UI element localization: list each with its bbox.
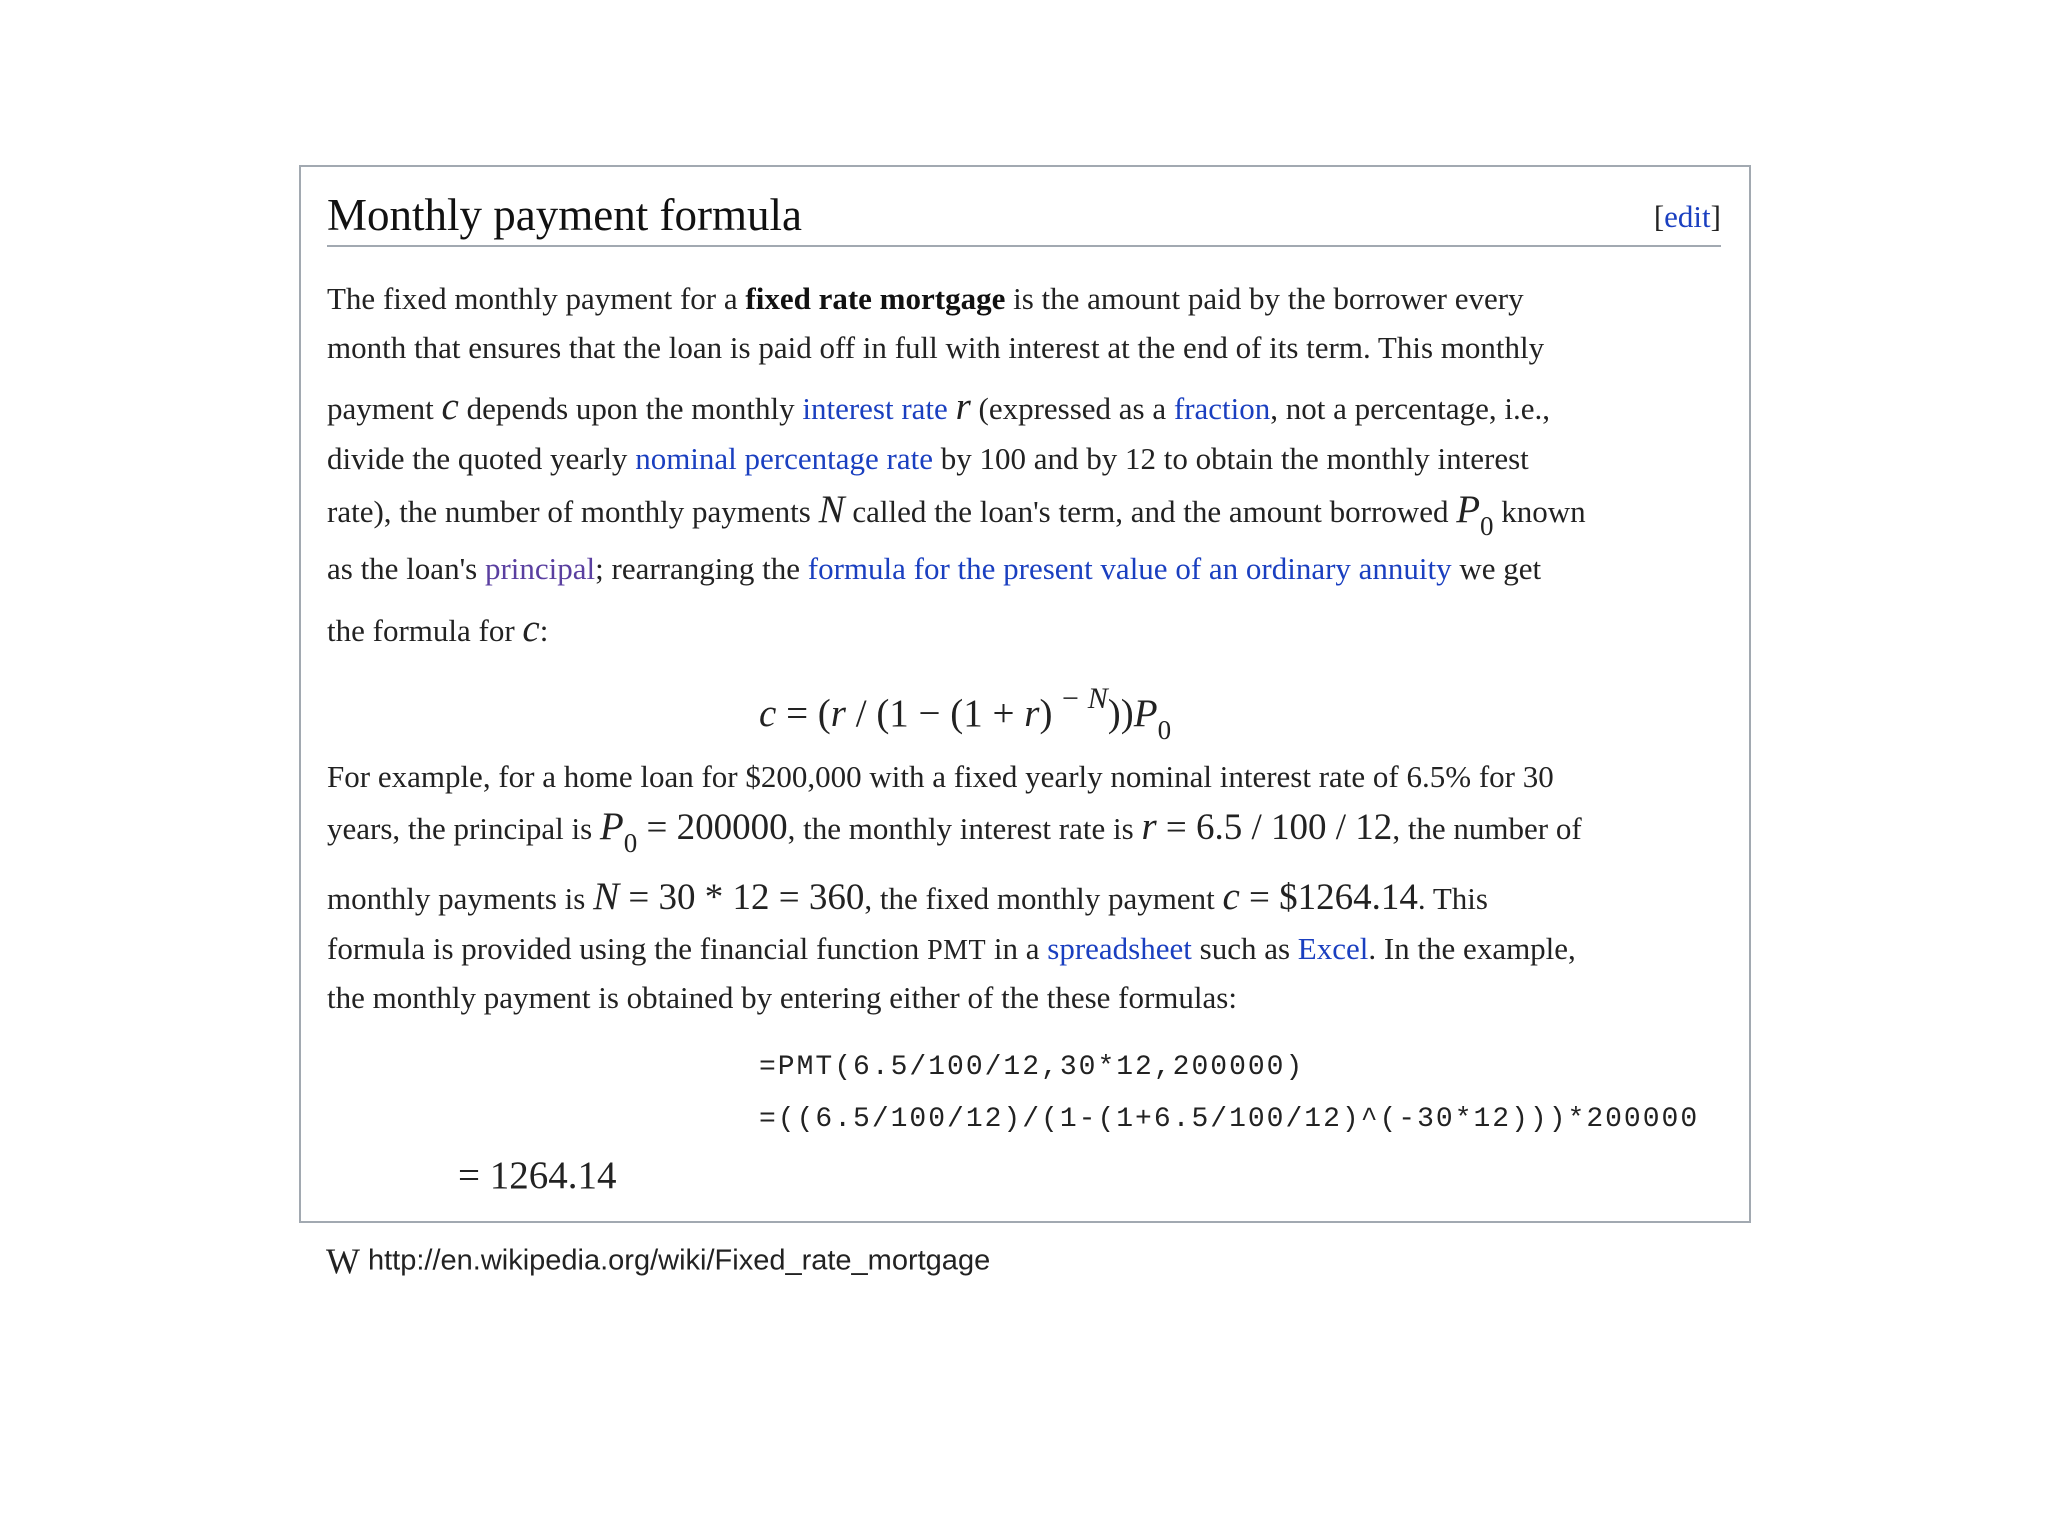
link-excel[interactable]: Excel bbox=[1297, 931, 1369, 966]
paragraph-line bbox=[327, 929, 1576, 969]
math-var-c: c bbox=[759, 692, 777, 735]
formula-text: )) bbox=[1107, 692, 1134, 735]
math-subscript: 0 bbox=[1157, 715, 1172, 745]
link-spreadsheet[interactable]: spreadsheet bbox=[1047, 931, 1192, 966]
text-run: , not a percentage, i.e., bbox=[1270, 391, 1551, 426]
text-run: payment bbox=[327, 391, 442, 426]
source-attribution bbox=[326, 1240, 990, 1284]
paragraph-line bbox=[327, 279, 1524, 319]
paragraph-line bbox=[327, 328, 1544, 368]
text-run: called the loan's term, and the amount borrowed bbox=[844, 494, 1457, 529]
edit-bracket-close: ] bbox=[1710, 199, 1721, 234]
code-formula-pmt: =PMT(6.5/100/12,30*12,200000) bbox=[759, 1052, 1305, 1083]
math-expression: = 30 * 12 = 360 bbox=[619, 877, 865, 918]
math-var-N: N bbox=[818, 488, 845, 531]
text-run: known bbox=[1493, 494, 1586, 529]
payment-formula bbox=[759, 684, 1171, 747]
math-subscript: 0 bbox=[623, 828, 638, 858]
text-run: by 100 and by 12 to obtain the monthly interest bbox=[932, 441, 1529, 476]
function-name-pmt: PMT bbox=[927, 935, 987, 966]
math-var-c: c bbox=[1222, 875, 1240, 918]
bold-term-fixed-rate-mortgage: fixed rate mortgage bbox=[745, 281, 1006, 316]
link-principal[interactable]: principal bbox=[484, 551, 596, 586]
text-run: . In the example, bbox=[1368, 931, 1576, 966]
math-expression: = 6.5 / 100 / 12 bbox=[1156, 807, 1393, 848]
code-formula-expanded: =((6.5/100/12)/(1-(1+6.5/100/12)^(-30*12)))*200000 bbox=[759, 1104, 1700, 1135]
text-run: , the monthly interest rate is bbox=[787, 811, 1142, 846]
text-run: , the fixed monthly payment bbox=[864, 881, 1223, 916]
article-section-frame bbox=[299, 165, 1751, 1223]
text-run: : bbox=[539, 613, 549, 648]
paragraph-line bbox=[327, 387, 1550, 427]
text-run: as the loan's bbox=[327, 551, 485, 586]
math-var-r: r bbox=[955, 385, 971, 428]
text-run: years, the principal is bbox=[327, 811, 600, 846]
text-run: , the number of bbox=[1392, 811, 1582, 846]
paragraph-line bbox=[327, 609, 548, 649]
source-url: http://en.wikipedia.org/wiki/Fixed_rate_mortgage bbox=[367, 1244, 991, 1277]
section-title: Monthly payment formula bbox=[327, 190, 802, 240]
paragraph-line bbox=[327, 978, 1237, 1018]
math-var-r: r bbox=[1024, 692, 1040, 735]
text-run: month that ensures that the loan is paid off in full with interest at the end of its term. This monthly bbox=[327, 330, 1545, 365]
math-subscript: 0 bbox=[1480, 511, 1494, 541]
text-run: in a bbox=[986, 931, 1048, 966]
text-run: (expressed as a bbox=[970, 391, 1174, 426]
text-run: formula is provided using the financial function bbox=[327, 931, 928, 966]
paragraph-line bbox=[327, 488, 1586, 541]
text-run: the formula for bbox=[327, 613, 523, 648]
text-run: we get bbox=[1451, 551, 1542, 586]
link-present-value-annuity[interactable]: formula for the present value of an ordinary annuity bbox=[807, 551, 1452, 586]
math-var-P: P bbox=[1133, 692, 1158, 735]
text-run: the monthly payment is obtained by entering either of the these formulas: bbox=[327, 980, 1237, 1015]
formula-text: = ( bbox=[776, 692, 831, 735]
edit-link[interactable]: edit bbox=[1664, 199, 1711, 234]
formula-text: / (1 − (1 + bbox=[845, 692, 1025, 735]
text-run: divide the quoted yearly bbox=[327, 441, 636, 476]
wikipedia-logo-icon: W bbox=[326, 1241, 356, 1281]
math-var-N: N bbox=[593, 875, 620, 918]
formula-text: ) bbox=[1039, 692, 1053, 735]
paragraph-line bbox=[327, 805, 1582, 858]
math-var-c: c bbox=[522, 607, 540, 650]
link-fraction[interactable]: fraction bbox=[1173, 391, 1271, 426]
text-run: . This bbox=[1417, 881, 1488, 916]
edit-link-wrapper bbox=[1654, 199, 1721, 235]
section-heading-row bbox=[327, 189, 1721, 247]
paragraph-line bbox=[327, 439, 1529, 479]
link-nominal-percentage-rate[interactable]: nominal percentage rate bbox=[635, 441, 933, 476]
text-run: For example, for a home loan for $200,000 with a fixed yearly nominal interest rate of 6.5% for 30 bbox=[327, 759, 1554, 794]
text-run: ; rearranging the bbox=[595, 551, 808, 586]
text-run: The fixed monthly payment for a bbox=[327, 281, 746, 316]
formula-result: = 1264.14 bbox=[458, 1154, 617, 1197]
link-interest-rate[interactable]: interest rate bbox=[802, 391, 948, 426]
text-run: depends upon the monthly bbox=[458, 391, 803, 426]
text-run: is the amount paid by the borrower every bbox=[1005, 281, 1524, 316]
paragraph-line bbox=[327, 549, 1541, 589]
math-expression: = $1264.14 bbox=[1239, 877, 1418, 918]
math-var-P: P bbox=[599, 805, 624, 848]
text-run: such as bbox=[1191, 931, 1298, 966]
edit-bracket-open: [ bbox=[1653, 199, 1665, 234]
text-run: rate), the number of monthly payments bbox=[327, 494, 819, 529]
math-var-c: c bbox=[441, 385, 459, 428]
paragraph-line bbox=[327, 757, 1554, 797]
math-expression: = 200000 bbox=[637, 807, 788, 848]
text-run: monthly payments is bbox=[327, 881, 594, 916]
math-var-r: r bbox=[1141, 805, 1157, 848]
math-var-r: r bbox=[830, 692, 846, 735]
formula-exponent: − N bbox=[1052, 682, 1108, 715]
math-var-P: P bbox=[1456, 488, 1481, 531]
paragraph-line bbox=[327, 877, 1488, 917]
